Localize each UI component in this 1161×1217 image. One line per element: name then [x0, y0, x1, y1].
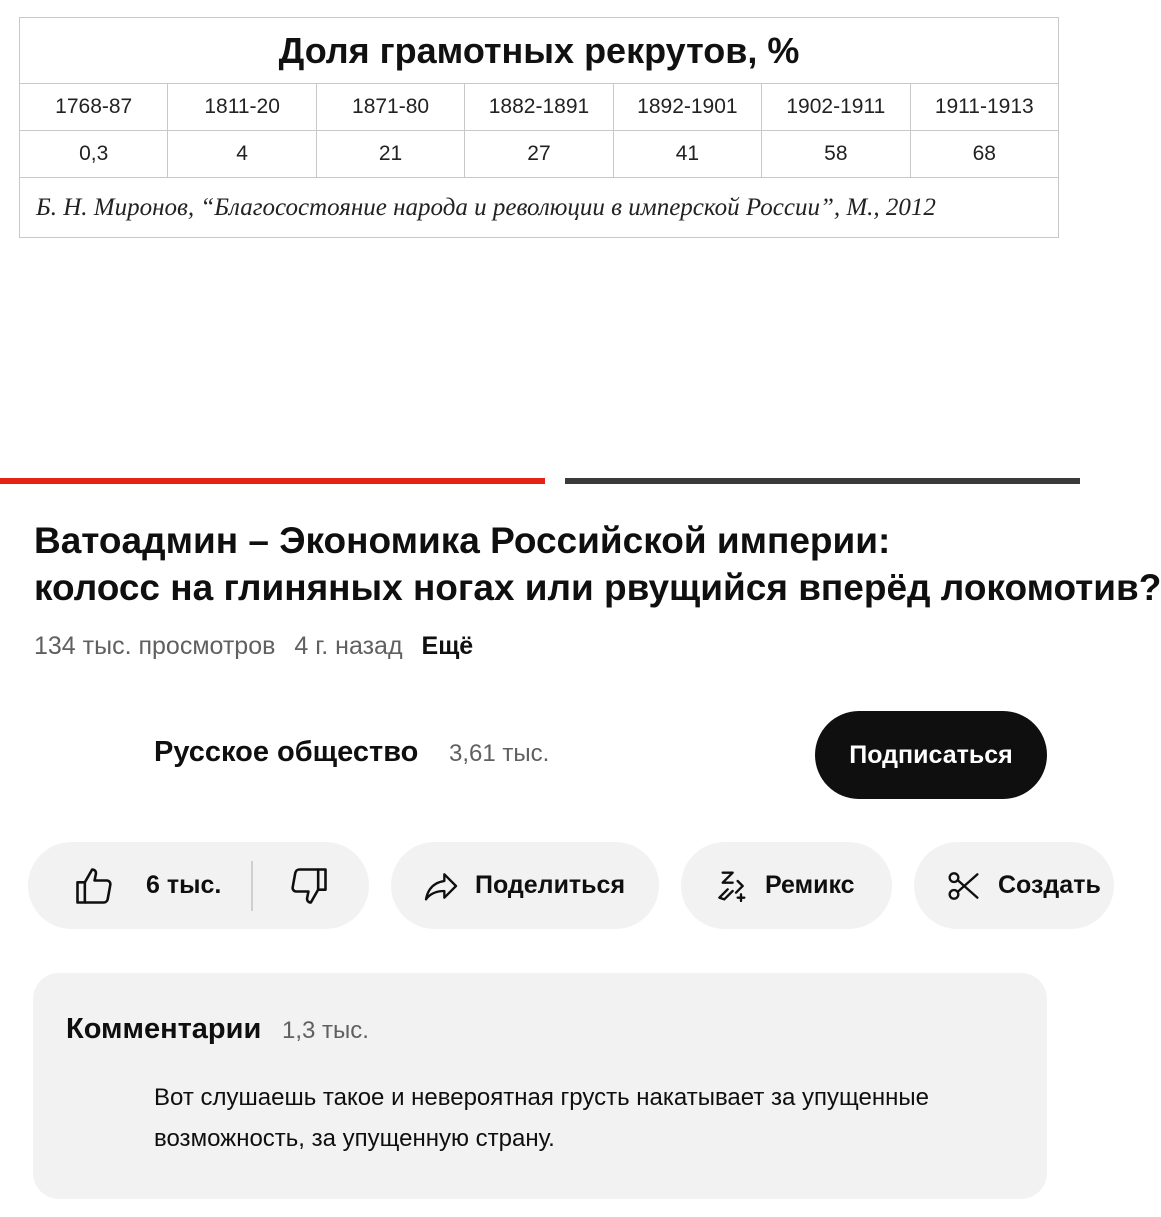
video-progress-bar[interactable] [0, 478, 1080, 484]
create-label: Создать [998, 871, 1101, 899]
scissors-icon [944, 866, 984, 906]
table-cell: 1902-1911 [762, 84, 910, 131]
like-count: 6 тыс. [146, 871, 222, 899]
remix-button[interactable] [681, 842, 892, 929]
table-title: Доля грамотных рекрутов, % [20, 18, 1059, 84]
create-clip-button[interactable] [914, 842, 1114, 929]
channel-name[interactable]: Русское общество [154, 736, 419, 768]
share-label: Поделиться [475, 871, 626, 899]
table-cell: 1911-1913 [910, 84, 1058, 131]
top-comment-text: Вот слушаешь такое и невероятная грусть накатывает за упущенные возможность, за упущенную страну. [154, 1084, 929, 1152]
table-cell: 1768-87 [20, 84, 168, 131]
video-title-line-1: Ватоадмин – Экономика Российской империи: [34, 520, 891, 561]
thumb-up-icon [72, 864, 116, 908]
upload-age: 4 г. назад [294, 632, 403, 660]
video-title[interactable] [34, 517, 1161, 611]
table-source: Б. Н. Миронов, “Благосостояние народа и революции в имперской России”, М., 2012 [20, 178, 1059, 238]
table-row-values [20, 131, 1059, 178]
remix-label: Ремикс [765, 871, 855, 899]
table-cell: 0,3 [20, 131, 168, 178]
share-button[interactable] [391, 842, 659, 929]
table-cell: 1892-1901 [613, 84, 761, 131]
table-cell: 27 [465, 131, 613, 178]
video-player[interactable] [0, 0, 1080, 478]
comments-panel[interactable] [33, 973, 1047, 1199]
progress-played [0, 478, 545, 484]
view-count: 134 тыс. просмотров [34, 632, 276, 660]
subscribe-button[interactable]: Подписаться [815, 711, 1047, 799]
table-cell: 41 [613, 131, 761, 178]
subscriber-count: 3,61 тыс. [449, 740, 550, 767]
table-row-periods [20, 84, 1059, 131]
table-cell: 1871-80 [316, 84, 464, 131]
comments-title: Комментарии [66, 1013, 262, 1045]
dislike-button[interactable] [253, 842, 331, 929]
video-title-line-2: колосс на глиняных ногах или рвущийся вперёд локомотив? [34, 567, 1161, 608]
table-cell: 68 [910, 131, 1058, 178]
table-cell: 1811-20 [168, 84, 316, 131]
table-cell: 58 [762, 131, 910, 178]
table-cell: 1882-1891 [465, 84, 613, 131]
like-dislike-pill [28, 842, 369, 929]
progress-buffer-gap [545, 478, 565, 484]
table-cell: 4 [168, 131, 316, 178]
remix-icon [711, 866, 751, 906]
share-arrow-icon [421, 866, 461, 906]
thumb-down-icon [287, 864, 331, 908]
video-meta[interactable] [34, 632, 485, 661]
more-link[interactable]: Ещё [421, 632, 474, 660]
comments-count: 1,3 тыс. [282, 1017, 369, 1044]
table-cell: 21 [316, 131, 464, 178]
literacy-table [19, 17, 1059, 238]
like-button[interactable] [28, 842, 221, 929]
